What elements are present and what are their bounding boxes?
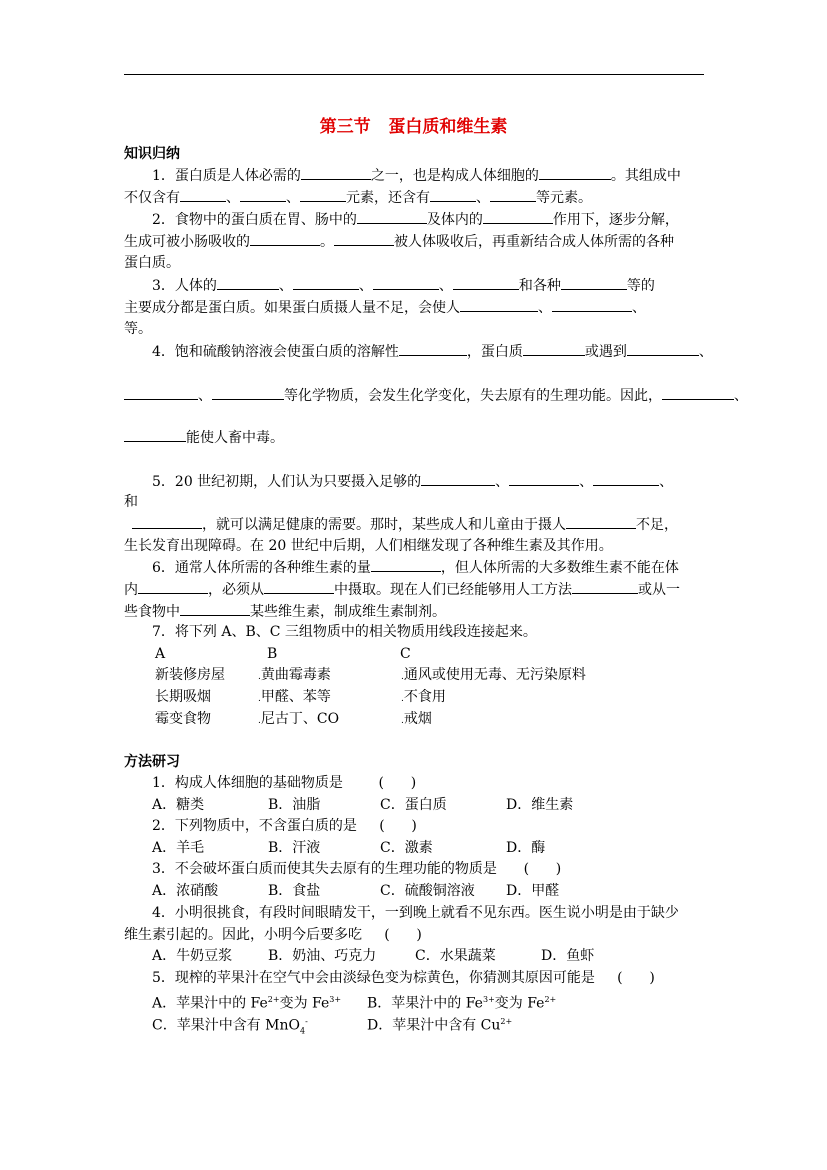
method-q2-option: A．羊毛 [152, 840, 205, 856]
q7-header-a: A [155, 646, 166, 662]
knowledge-q1-line1: 1．蛋白质是人体必需的 之一，也是构成人体细胞的 。其组成中 [152, 168, 681, 184]
section-heading-knowledge: 知识归纳 [124, 146, 180, 162]
blank [124, 386, 198, 400]
method-q3-option: B．食盐 [268, 883, 321, 899]
knowledge-q5-line2: 和 [124, 494, 138, 510]
knowledge-q6-line1: 6．通常人体所需的各种维生素的量 ，但人体所需的大多数维生素不能在体 [152, 560, 679, 576]
knowledge-q2-line1: 2．食物中的蛋白质在胃、肠中的 及体内的 作用下，逐步分解， [152, 212, 679, 228]
blank [250, 232, 320, 246]
blank [662, 386, 734, 400]
q7-header-b: B [267, 646, 278, 662]
blank [293, 276, 359, 290]
blank [539, 166, 611, 180]
section-heading-method: 方法研习 [124, 754, 180, 770]
method-q2-option: B．汗液 [268, 840, 321, 856]
method-q2-option: C．激素 [380, 840, 433, 856]
knowledge-q3-line3: 等。 [124, 321, 152, 337]
method-q5-option-a: A．苹果汁中的 $Fe^{2+}$变为 $Fe^{3+}$ [152, 995, 342, 1012]
method-q5-stem: 5．现榨的苹果汁在空气中会由淡绿色变为棕黄色，你猜测其原因可能是 ( ) [152, 970, 655, 986]
method-q1-option: D．维生素 [506, 797, 574, 813]
method-q1-option: B．油脂 [268, 797, 321, 813]
header-rule [124, 74, 704, 75]
blank [264, 580, 334, 594]
blank [453, 276, 519, 290]
blank [552, 298, 632, 312]
knowledge-q3-line1: 3．人体的 、 、 、 和各种 等的 [152, 278, 655, 294]
knowledge-q5-line1: 5．20 世纪初期，人们认为只要摄入足够的 、 、 、 [152, 474, 674, 490]
blank [627, 342, 699, 356]
method-q4-stem-line1: 4．小明很挑食，有段时间眼睛发干，一到晚上就看不见东西。医生说小明是由于缺少 [152, 905, 679, 921]
blank [460, 298, 538, 312]
blank [371, 558, 441, 572]
knowledge-q3-line2: 主要成分都是蛋白质。如果蛋白质摄人量不足，会使人 、 、 [124, 300, 646, 316]
q7-col-b-item: .尼古丁、CO [258, 711, 340, 727]
q7-col-c-item: .通风或使用无毒、无污染原料 [401, 667, 586, 683]
method-q3-option: D．甲醛 [506, 883, 560, 899]
blank [180, 188, 226, 202]
knowledge-q5-line4: 生长发育出现障碍。在 20 世纪中后期，人们相继发现了各种维生素及其作用。 [124, 538, 613, 554]
method-q1-option: A．糖类 [152, 797, 205, 813]
blank [572, 580, 638, 594]
q7-col-b-item: .黄曲霉毒素 [258, 667, 331, 683]
method-q5-option-c: C．苹果汁中含有 MnO$_4$- [152, 1017, 308, 1036]
knowledge-q6-line3: 些食物中 某些维生素，制成维生素制剂。 [124, 604, 446, 620]
method-q5-option-d: D．苹果汁中含有 $Cu^{2+}$ [367, 1017, 513, 1034]
method-q3-stem: 3．不会破坏蛋白质而使其失去原有的生理功能的物质是 ( ) [152, 861, 562, 877]
blank [399, 342, 467, 356]
method-q3-option: A．浓硝酸 [152, 883, 219, 899]
blank [561, 276, 627, 290]
q7-col-c-item: .戒烟 [401, 711, 432, 727]
method-q5-option-b: B．苹果汁中的 $Fe^{3+}$变为 $Fe^{2+}$ [367, 995, 557, 1012]
method-q2-stem: 2．下列物质中，不含蛋白质的是 ( ) [152, 818, 417, 834]
method-q1-stem: 1．构成人体细胞的基础物质是 ( ) [152, 775, 417, 791]
knowledge-q4-line3: 能使人畜中毒。 [124, 428, 284, 447]
blank [132, 515, 202, 529]
q7-col-a-item: 霉变食物 [155, 711, 211, 727]
blank [334, 232, 394, 246]
blank [138, 580, 208, 594]
method-q4-option: C．水果蔬菜 [415, 948, 496, 964]
method-q1-option: C．蛋白质 [380, 797, 447, 813]
blank [430, 188, 476, 202]
blank [217, 276, 279, 290]
knowledge-q2-line3: 蛋白质。 [124, 255, 180, 271]
blank [212, 386, 284, 400]
blank [421, 472, 495, 486]
knowledge-q4-line1: 4．饱和硫酸钠溶液会使蛋白质的溶解性 ，蛋白质 或遇到 、 [152, 344, 713, 360]
knowledge-q6-line2: 内 ，必须从 中摄取。现在人们已经能够用人工方法 或从一 [124, 582, 680, 598]
blank [373, 276, 439, 290]
knowledge-q7-stem: 7．将下列 A、B、C 三组物质中的相关物质用线段连接起来。 [152, 624, 537, 640]
method-q4-option: A．牛奶豆浆 [152, 948, 233, 964]
method-q4-stem-line2: 维生素引起的。因此，小明今后要多吃 ( ) [124, 927, 422, 943]
knowledge-q2-line2: 生成可被小肠吸收的 。 被人体吸收后，再重新结合成人体所需的各种 [124, 234, 674, 250]
q7-col-c-item: .不食用 [401, 689, 446, 705]
knowledge-q4-line2: 、 等化学物质，会发生化学变化，失去原有的生理功能。因此， 、 [124, 386, 748, 405]
knowledge-q1-line2: 不仅含有 、 、 元素，还含有 、 等元素。 [124, 190, 592, 206]
blank [180, 602, 250, 616]
page-title: 第三节 蛋白质和维生素 [319, 117, 508, 137]
method-q3-option: C．硫酸铜溶液 [380, 883, 475, 899]
blank [483, 210, 553, 224]
method-q4-option: D．鱼虾 [541, 948, 595, 964]
blank [357, 210, 427, 224]
blank [593, 472, 659, 486]
method-q2-option: D．酶 [506, 840, 546, 856]
method-q4-option: B．奶油、巧克力 [268, 948, 377, 964]
q7-col-b-item: .甲醛、苯等 [258, 689, 331, 705]
blank [240, 188, 286, 202]
q7-header-c: C [400, 646, 411, 662]
blank [124, 428, 186, 442]
blank [523, 342, 585, 356]
knowledge-q5-line3: ，就可以满足健康的需要。那时，某些成人和儿童由于摄人 不足， [132, 515, 678, 534]
blank [566, 515, 636, 529]
blank [300, 188, 346, 202]
q7-col-a-item: 长期吸烟 [155, 689, 211, 705]
q7-col-a-item: 新装修房屋 [155, 667, 225, 683]
blank [490, 188, 536, 202]
blank [509, 472, 579, 486]
blank [301, 166, 371, 180]
